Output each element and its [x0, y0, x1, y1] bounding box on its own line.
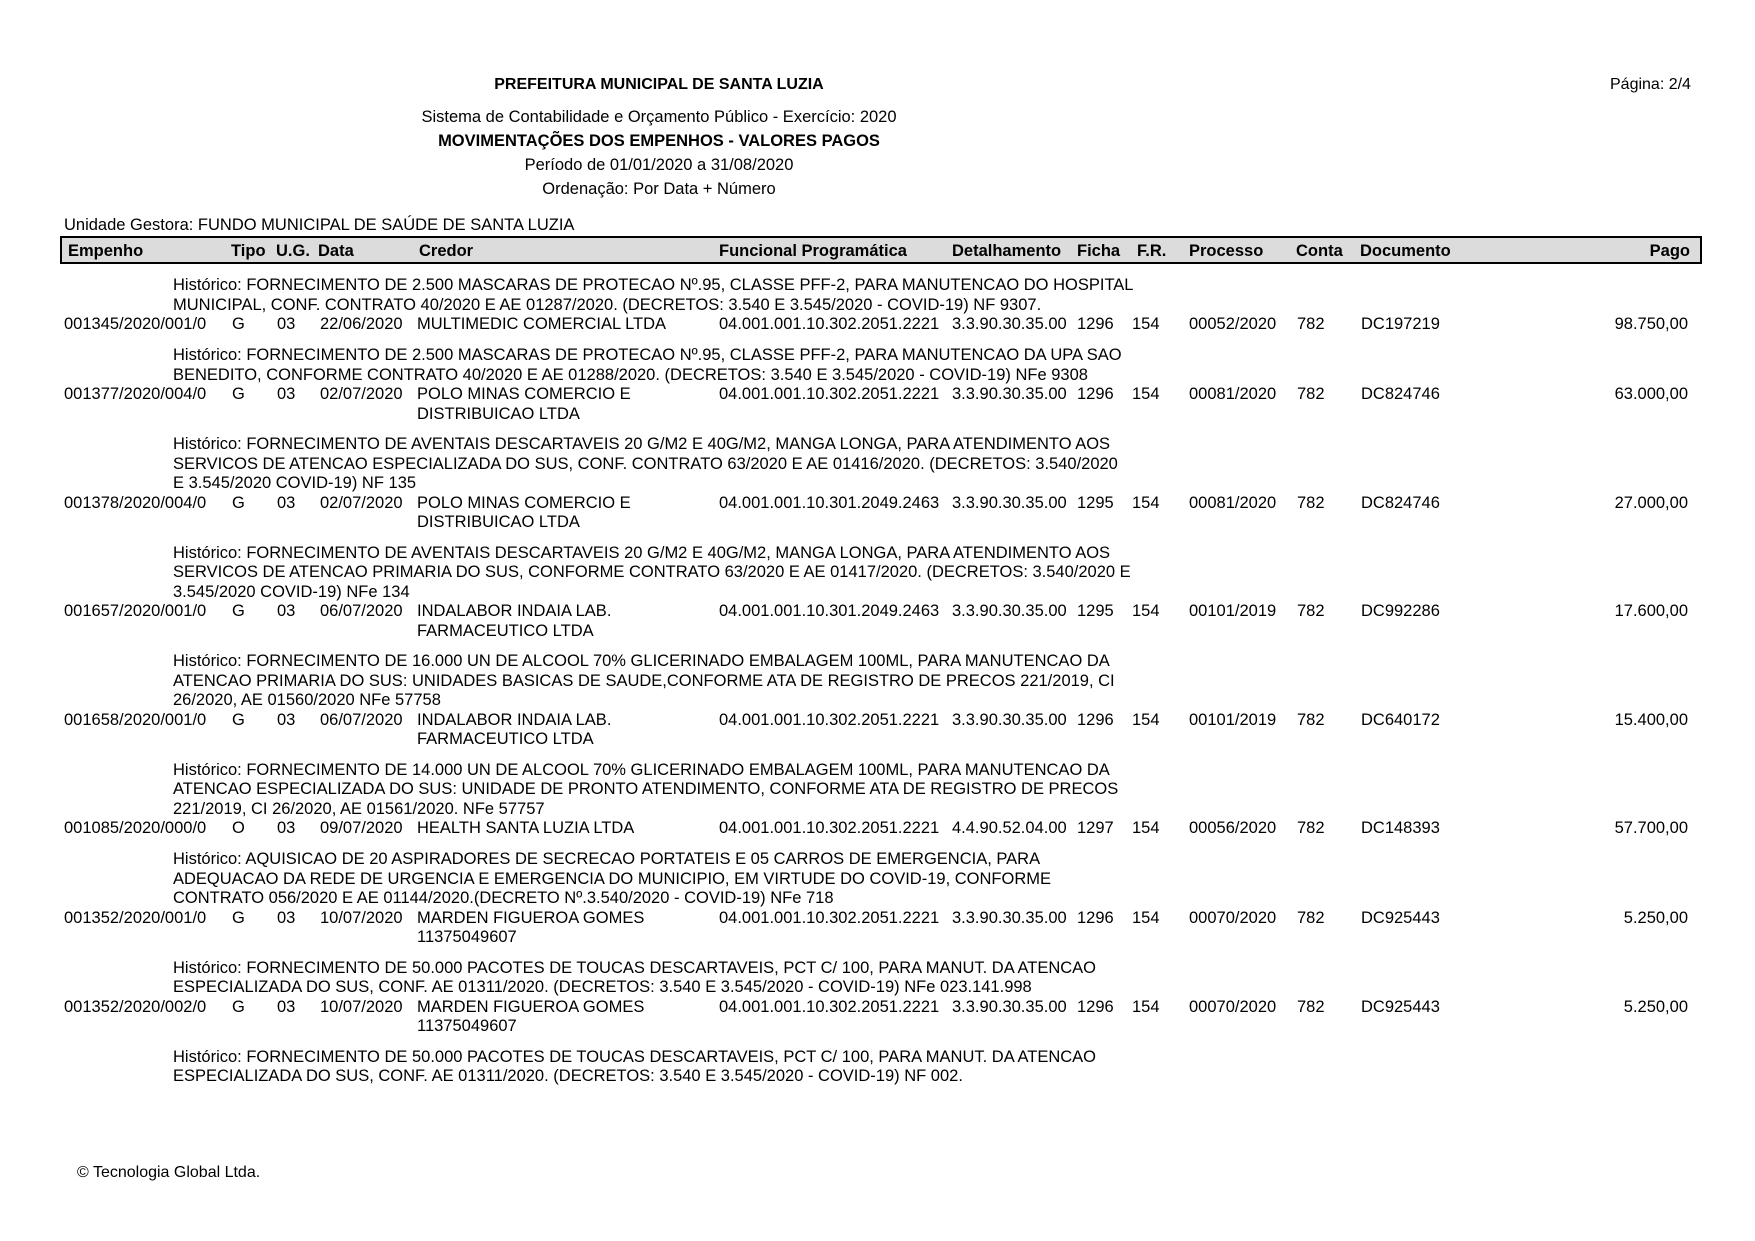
pago-value: 15.400,00 [1614, 710, 1688, 729]
tipo-value: G [232, 710, 245, 729]
pago-value: 17.600,00 [1614, 602, 1688, 620]
fr-value: 154 [1132, 997, 1160, 1016]
ug-value: 03 [277, 315, 296, 333]
conta-value: 782 [1297, 997, 1325, 1016]
tipo-value: G [232, 315, 245, 333]
funcional-value: 04.001.001.10.302.2051.2221 [719, 315, 940, 333]
credor-value: MARDEN FIGUEROA GOMES 11375049607 [417, 997, 645, 1035]
page-number: Página: 2/4 [1610, 76, 1691, 93]
processo-value: 00056/2020 [1189, 819, 1277, 837]
ficha-value: 1295 [1077, 602, 1114, 620]
processo-value: 00070/2020 [1189, 908, 1277, 927]
detalhamento-value: 3.3.90.30.35.00 [952, 997, 1067, 1016]
col-pago: Pago [1649, 242, 1690, 260]
documento-value: DC148393 [1361, 819, 1440, 837]
funcional-value: 04.001.001.10.301.2049.2463 [719, 493, 940, 512]
empenho-value: 001345/2020/001/0 [64, 315, 207, 333]
data-value: 02/07/2020 [320, 385, 403, 403]
data-value: 10/07/2020 [320, 997, 403, 1016]
conta-value: 782 [1297, 908, 1325, 927]
entry-historico: Histórico: FORNECIMENTO DE AVENTAIS DESCARTAVEIS 20 G/M2 E 40G/M2, MANGA LONGA, PARA ATENDIMENTO AOS SERVICOS DE ATENCAO PRIMARIA DO SUS, CONFORME CONTRATO 63/2020 E AE 01417/2020. (DECRETOS: 3.540/2020 E 3.545/2020 COVID-19) NFe 134 [173, 543, 1131, 601]
data-value: 06/07/2020 [320, 710, 403, 729]
processo-value: 00070/2020 [1189, 997, 1277, 1016]
col-tipo: Tipo [231, 242, 266, 260]
funcional-value: 04.001.001.10.301.2049.2463 [719, 602, 940, 620]
ug-value: 03 [277, 819, 296, 837]
entry-block [0, 276, 1755, 336]
documento-value: DC824746 [1361, 493, 1440, 512]
entry-historico: Histórico: AQUISICAO DE 20 ASPIRADORES DE SECRECAO PORTATEIS E 05 CARROS DE EMERGENCIA, PARA ADEQUACAO DA REDE DE URGENCIA E EMERGENCIA DO MUNICIPIO, EM VIRTUDE DO COVID-19, CONFORME CONTRATO 056/2020 E AE 01144/2020.(DECRETO Nº.3.540/2020 - COVID-19) NFe 718 [173, 850, 1051, 907]
col-data: Data [318, 242, 354, 260]
entry-historico: Histórico: FORNECIMENTO DE 16.000 UN DE ALCOOL 70% GLICERINADO EMBALAGEM 100ML, PARA MANUTENCAO DA ATENCAO PRIMARIA DO SUS: UNIDADES BASICAS DE SAUDE,CONFORME ATA DE REGISTRO DE PRECOS 221/2019, CI 26/2020, AE 01560/2020 NFe 57758 [173, 652, 1115, 709]
tipo-value: O [232, 819, 245, 837]
report-system: Sistema de Contabilidade e Orçamento Público - Exercício: 2020 [421, 108, 897, 126]
conta-value: 782 [1297, 493, 1325, 512]
documento-value: DC992286 [1361, 602, 1440, 620]
credor-value: POLO MINAS COMERCIO E DISTRIBUICAO LTDA [417, 385, 631, 423]
funcional-value: 04.001.001.10.302.2051.2221 [719, 908, 940, 927]
documento-value: DC640172 [1361, 710, 1440, 729]
ficha-value: 1297 [1077, 819, 1114, 837]
ug-value: 03 [277, 493, 296, 512]
processo-value: 00101/2019 [1189, 710, 1277, 729]
processo-value: 00081/2020 [1189, 493, 1277, 512]
data-value: 06/07/2020 [320, 602, 403, 620]
conta-value: 782 [1297, 819, 1325, 837]
funcional-value: 04.001.001.10.302.2051.2221 [719, 385, 940, 403]
col-credor: Credor [419, 242, 474, 260]
documento-value: DC925443 [1361, 908, 1440, 927]
report-title: MOVIMENTAÇÕES DOS EMPENHOS - VALORES PAGOS [438, 132, 880, 150]
table-row [0, 819, 1755, 840]
entry-block [0, 435, 1755, 534]
conta-value: 782 [1297, 315, 1325, 333]
empenho-value: 001085/2020/000/0 [64, 819, 207, 837]
empenho-value: 001658/2020/001/0 [64, 710, 207, 729]
documento-value: DC925443 [1361, 997, 1440, 1016]
empenho-value: 001657/2020/001/0 [64, 602, 207, 620]
entry-block [0, 346, 1755, 425]
managing-unit: Unidade Gestora: FUNDO MUNICIPAL DE SAÚDE DE SANTA LUZIA [64, 216, 575, 234]
entry-historico: Histórico: FORNECIMENTO DE 14.000 UN DE ALCOOL 70% GLICERINADO EMBALAGEM 100ML, PARA MANUTENCAO DA ATENCAO ESPECIALIZADA DO SUS: UNIDADE DE PRONTO ATENDIMENTO, CONFORME ATA DE REGISTRO DE PRECOS 221/2019, CI 26/2020, AE 01561/2020. NFe 57757 [173, 760, 1119, 818]
data-value: 09/07/2020 [320, 819, 403, 837]
pago-value: 5.250,00 [1623, 997, 1688, 1016]
detalhamento-value: 3.3.90.30.35.00 [952, 315, 1067, 333]
entry-historico: Histórico: FORNECIMENTO DE 50.000 PACOTES DE TOUCAS DESCARTAVEIS, PCT C/ 100, PARA MANUT. DA ATENCAO ESPECIALIZADA DO SUS, CONF. AE 01311/2020. (DECRETOS: 3.540 E 3.545/2020 - COVID-19) NFe 023.141.998 [173, 958, 1097, 996]
fr-value: 154 [1132, 908, 1160, 927]
detalhamento-value: 3.3.90.30.35.00 [952, 493, 1067, 512]
credor-value: MULTIMEDIC COMERCIAL LTDA [417, 315, 667, 333]
detalhamento-value: 3.3.90.30.35.00 [952, 385, 1067, 403]
detalhamento-value: 3.3.90.30.35.00 [952, 908, 1067, 927]
col-funcional: Funcional Programática [719, 242, 907, 260]
report-period: Período de 01/01/2020 a 31/08/2020 [524, 156, 794, 174]
col-empenho: Empenho [68, 242, 144, 260]
entry-block [0, 959, 1755, 1038]
table-row [0, 385, 1755, 425]
ficha-value: 1296 [1077, 315, 1114, 333]
ficha-value: 1296 [1077, 385, 1114, 403]
table-row [0, 909, 1755, 949]
table-row [0, 998, 1755, 1038]
col-detalhamento: Detalhamento [952, 242, 1062, 260]
entries-list [0, 276, 1755, 1087]
credor-value: INDALABOR INDAIA LAB. FARMACEUTICO LTDA [417, 602, 612, 640]
pago-value: 63.000,00 [1614, 385, 1688, 403]
tipo-value: G [232, 908, 245, 927]
col-ug: U.G. [276, 242, 310, 260]
col-conta: Conta [1296, 242, 1343, 260]
credor-value: MARDEN FIGUEROA GOMES 11375049607 [417, 908, 645, 946]
funcional-value: 04.001.001.10.302.2051.2221 [719, 710, 940, 729]
ug-value: 03 [277, 385, 296, 403]
table-row [0, 494, 1755, 534]
processo-value: 00052/2020 [1189, 315, 1277, 333]
detalhamento-value: 3.3.90.30.35.00 [952, 602, 1067, 620]
col-processo: Processo [1189, 242, 1264, 260]
pago-value: 5.250,00 [1623, 908, 1688, 927]
data-value: 02/07/2020 [320, 493, 403, 512]
conta-value: 782 [1297, 710, 1325, 729]
conta-value: 782 [1297, 385, 1325, 403]
table-row [0, 711, 1755, 751]
table-row [0, 315, 1755, 336]
fr-value: 154 [1132, 710, 1160, 729]
entry-historico: Histórico: FORNECIMENTO DE 2.500 MASCARAS DE PROTECAO Nº.95, CLASSE PFF-2, PARA MANUTENCAO DO HOSPITAL MUNICIPAL, CONF. CONTRATO 40/2020 E AE 01287/2020. (DECRETOS: 3.540 E 3.545/2020 - COVID-19) NF 9307. [173, 276, 1133, 314]
footer-copyright: © Tecnologia Global Ltda. [77, 1164, 261, 1181]
ficha-value: 1296 [1077, 710, 1114, 729]
entry-block [0, 544, 1755, 643]
credor-value: HEALTH SANTA LUZIA LTDA [417, 819, 635, 837]
fr-value: 154 [1132, 385, 1160, 403]
column-header-bar [60, 236, 1702, 264]
documento-value: DC824746 [1361, 385, 1440, 403]
credor-value: INDALABOR INDAIA LAB. FARMACEUTICO LTDA [417, 710, 612, 748]
empenho-value: 001377/2020/004/0 [64, 385, 207, 403]
pago-value: 27.000,00 [1614, 493, 1688, 512]
ug-value: 03 [277, 997, 296, 1016]
ug-value: 03 [277, 710, 296, 729]
processo-value: 00101/2019 [1189, 602, 1277, 620]
empenho-value: 001352/2020/001/0 [64, 908, 207, 927]
ficha-value: 1295 [1077, 493, 1114, 512]
tipo-value: G [232, 385, 245, 403]
empenho-value: 001352/2020/002/0 [64, 997, 207, 1016]
report-org-title: PREFEITURA MUNICIPAL DE SANTA LUZIA [494, 76, 824, 93]
data-value: 10/07/2020 [320, 908, 403, 927]
conta-value: 782 [1297, 602, 1325, 620]
fr-value: 154 [1132, 602, 1160, 620]
col-ficha: Ficha [1077, 242, 1121, 260]
pago-value: 57.700,00 [1614, 819, 1688, 837]
trailing-historico: Histórico: FORNECIMENTO DE 50.000 PACOTES DE TOUCAS DESCARTAVEIS, PCT C/ 100, PARA MANUT. DA ATENCAO ESPECIALIZADA DO SUS, CONF. AE 01311/2020. (DECRETOS: 3.540 E 3.545/2020 - COVID-19) NF 002. [173, 1047, 1097, 1085]
detalhamento-value: 3.3.90.30.35.00 [952, 710, 1067, 729]
fr-value: 154 [1132, 819, 1160, 837]
empenho-value: 001378/2020/004/0 [64, 493, 207, 512]
tipo-value: G [232, 493, 245, 512]
funcional-value: 04.001.001.10.302.2051.2221 [719, 997, 940, 1016]
col-fr: F.R. [1137, 242, 1167, 260]
ug-value: 03 [277, 908, 296, 927]
report-ordering: Ordenação: Por Data + Número [542, 180, 776, 198]
pago-value: 98.750,00 [1614, 315, 1688, 333]
fr-value: 154 [1132, 493, 1160, 512]
funcional-value: 04.001.001.10.302.2051.2221 [719, 819, 940, 837]
documento-value: DC197219 [1361, 315, 1440, 333]
ficha-value: 1296 [1077, 908, 1114, 927]
col-documento: Documento [1360, 242, 1451, 260]
data-value: 22/06/2020 [320, 315, 403, 333]
credor-value: POLO MINAS COMERCIO E DISTRIBUICAO LTDA [417, 493, 631, 531]
table-row [0, 602, 1755, 642]
entry-block [0, 761, 1755, 841]
processo-value: 00081/2020 [1189, 385, 1277, 403]
ficha-value: 1296 [1077, 997, 1114, 1016]
entry-historico: Histórico: FORNECIMENTO DE AVENTAIS DESCARTAVEIS 20 G/M2 E 40G/M2, MANGA LONGA, PARA ATENDIMENTO AOS SERVICOS DE ATENCAO ESPECIALIZADA DO SUS, CONF. CONTRATO 63/2020 E AE 01416/2020. (DECRETOS: 3.540/2020 E 3.545/2020 COVID-19) NF 135 [173, 435, 1118, 492]
tipo-value: G [232, 602, 245, 620]
entry-historico: Histórico: FORNECIMENTO DE 2.500 MASCARAS DE PROTECAO Nº.95, CLASSE PFF-2, PARA MANUTENCAO DA UPA SAO BENEDITO, CONFORME CONTRATO 40/2020 E AE 01288/2020. (DECRETOS: 3.540 E 3.545/2020 - COVID-19) NFe 9308 [173, 346, 1122, 384]
ug-value: 03 [277, 602, 296, 620]
tipo-value: G [232, 997, 245, 1016]
fr-value: 154 [1132, 315, 1160, 333]
entry-block [0, 850, 1755, 949]
entry-block [0, 652, 1755, 751]
detalhamento-value: 4.4.90.52.04.00 [952, 819, 1067, 837]
